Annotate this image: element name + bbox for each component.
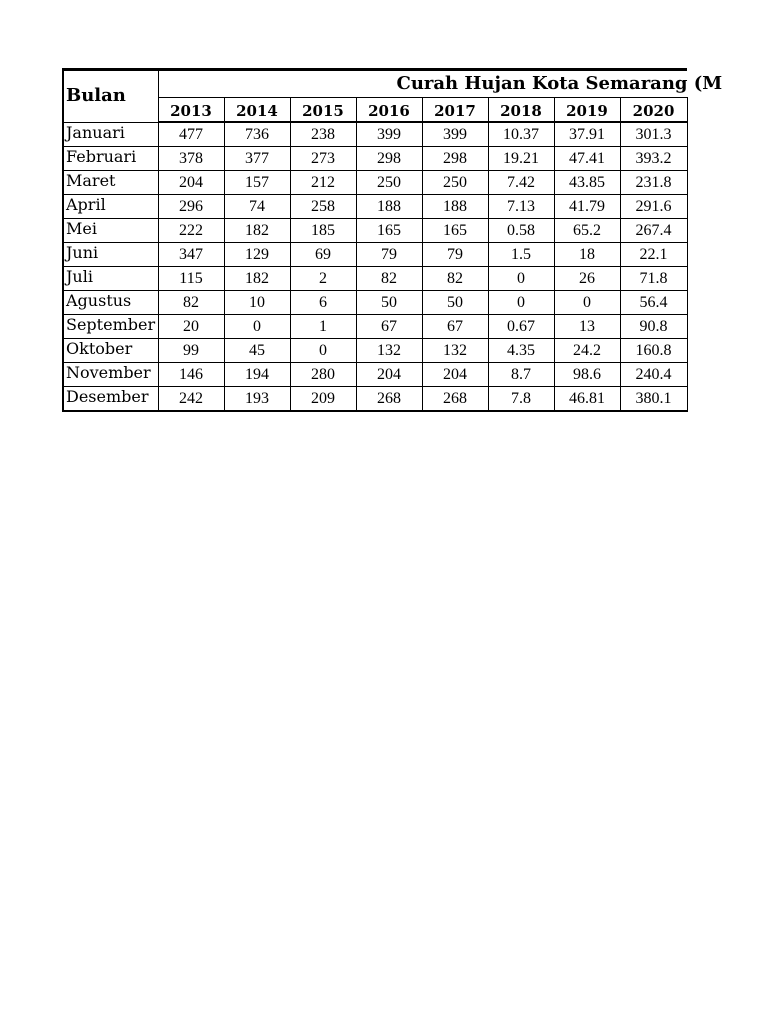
rainfall-cell: 477 bbox=[158, 122, 224, 147]
year-header-2019: 2019 bbox=[554, 98, 620, 123]
month-label: Desember bbox=[63, 387, 158, 412]
rainfall-cell: 82 bbox=[356, 267, 422, 291]
rainfall-cell: 115 bbox=[158, 267, 224, 291]
rainfall-cell: 6 bbox=[290, 291, 356, 315]
rainfall-cell: 98.6 bbox=[554, 363, 620, 387]
rainfall-cell: 231.8 bbox=[620, 171, 687, 195]
rainfall-cell: 13 bbox=[554, 315, 620, 339]
rainfall-cell: 4.35 bbox=[488, 339, 554, 363]
table-body bbox=[63, 122, 687, 411]
rainfall-cell: 157 bbox=[224, 171, 290, 195]
rainfall-cell: 18 bbox=[554, 243, 620, 267]
rainfall-table-container bbox=[62, 68, 723, 412]
month-label: November bbox=[63, 363, 158, 387]
month-label: April bbox=[63, 195, 158, 219]
rainfall-cell: 182 bbox=[224, 219, 290, 243]
rainfall-cell: 301.3 bbox=[620, 122, 687, 147]
rainfall-cell: 67 bbox=[356, 315, 422, 339]
rainfall-cell: 90.8 bbox=[620, 315, 687, 339]
rainfall-cell: 99 bbox=[158, 339, 224, 363]
table-row bbox=[63, 315, 687, 339]
table-title-row bbox=[63, 70, 687, 98]
rainfall-cell: 222 bbox=[158, 219, 224, 243]
table-row bbox=[63, 267, 687, 291]
month-label: Juni bbox=[63, 243, 158, 267]
table-row bbox=[63, 147, 687, 171]
rainfall-cell: 182 bbox=[224, 267, 290, 291]
rainfall-cell: 268 bbox=[422, 387, 488, 412]
year-header-2014: 2014 bbox=[224, 98, 290, 123]
rainfall-cell: 79 bbox=[422, 243, 488, 267]
rainfall-cell: 242 bbox=[158, 387, 224, 412]
rainfall-cell: 185 bbox=[290, 219, 356, 243]
rainfall-cell: 7.13 bbox=[488, 195, 554, 219]
rainfall-cell: 1.5 bbox=[488, 243, 554, 267]
month-label: September bbox=[63, 315, 158, 339]
rainfall-cell: 7.8 bbox=[488, 387, 554, 412]
rainfall-cell: 0 bbox=[554, 291, 620, 315]
rainfall-cell: 0.58 bbox=[488, 219, 554, 243]
table-row bbox=[63, 122, 687, 147]
rainfall-cell: 46.81 bbox=[554, 387, 620, 412]
table-row bbox=[63, 387, 687, 412]
rainfall-cell: 280 bbox=[290, 363, 356, 387]
rainfall-cell: 188 bbox=[422, 195, 488, 219]
table-row bbox=[63, 363, 687, 387]
rainfall-cell: 377 bbox=[224, 147, 290, 171]
rainfall-cell: 79 bbox=[356, 243, 422, 267]
rainfall-cell: 165 bbox=[356, 219, 422, 243]
rainfall-cell: 238 bbox=[290, 122, 356, 147]
rainfall-cell: 0 bbox=[224, 315, 290, 339]
month-label: Januari bbox=[63, 122, 158, 147]
table-row bbox=[63, 291, 687, 315]
rainfall-cell: 56.4 bbox=[620, 291, 687, 315]
rainfall-cell: 399 bbox=[422, 122, 488, 147]
rainfall-cell: 0.67 bbox=[488, 315, 554, 339]
rainfall-cell: 399 bbox=[356, 122, 422, 147]
rainfall-cell: 69 bbox=[290, 243, 356, 267]
rainfall-cell: 204 bbox=[356, 363, 422, 387]
year-header-2015: 2015 bbox=[290, 98, 356, 123]
rainfall-cell: 82 bbox=[422, 267, 488, 291]
year-header-2020: 2020 bbox=[620, 98, 687, 123]
rainfall-cell: 82 bbox=[158, 291, 224, 315]
month-column-header: Bulan bbox=[63, 70, 158, 123]
rainfall-cell: 7.42 bbox=[488, 171, 554, 195]
rainfall-cell: 129 bbox=[224, 243, 290, 267]
rainfall-cell: 41.79 bbox=[554, 195, 620, 219]
rainfall-cell: 240.4 bbox=[620, 363, 687, 387]
rainfall-cell: 19.21 bbox=[488, 147, 554, 171]
rainfall-cell: 43.85 bbox=[554, 171, 620, 195]
month-label: Mei bbox=[63, 219, 158, 243]
rainfall-cell: 193 bbox=[224, 387, 290, 412]
rainfall-cell: 393.2 bbox=[620, 147, 687, 171]
rainfall-cell: 132 bbox=[422, 339, 488, 363]
rainfall-cell: 22.1 bbox=[620, 243, 687, 267]
rainfall-cell: 212 bbox=[290, 171, 356, 195]
year-header-2013: 2013 bbox=[158, 98, 224, 123]
rainfall-cell: 50 bbox=[422, 291, 488, 315]
rainfall-cell: 132 bbox=[356, 339, 422, 363]
rainfall-cell: 188 bbox=[356, 195, 422, 219]
rainfall-cell: 258 bbox=[290, 195, 356, 219]
year-header-2016: 2016 bbox=[356, 98, 422, 123]
rainfall-cell: 267.4 bbox=[620, 219, 687, 243]
rainfall-cell: 26 bbox=[554, 267, 620, 291]
table-row bbox=[63, 171, 687, 195]
year-header-2017: 2017 bbox=[422, 98, 488, 123]
rainfall-cell: 165 bbox=[422, 219, 488, 243]
rainfall-cell: 268 bbox=[356, 387, 422, 412]
rainfall-cell: 8.7 bbox=[488, 363, 554, 387]
rainfall-cell: 298 bbox=[422, 147, 488, 171]
rainfall-cell: 296 bbox=[158, 195, 224, 219]
rainfall-table bbox=[62, 68, 723, 412]
rainfall-cell: 273 bbox=[290, 147, 356, 171]
rainfall-cell: 250 bbox=[356, 171, 422, 195]
table-row bbox=[63, 219, 687, 243]
table-row bbox=[63, 195, 687, 219]
rainfall-cell: 71.8 bbox=[620, 267, 687, 291]
rainfall-cell: 204 bbox=[158, 171, 224, 195]
rainfall-cell: 298 bbox=[356, 147, 422, 171]
rainfall-cell: 194 bbox=[224, 363, 290, 387]
table-row bbox=[63, 243, 687, 267]
rainfall-cell: 736 bbox=[224, 122, 290, 147]
rainfall-cell: 0 bbox=[488, 291, 554, 315]
rainfall-cell: 10.37 bbox=[488, 122, 554, 147]
rainfall-cell: 250 bbox=[422, 171, 488, 195]
rainfall-cell: 65.2 bbox=[554, 219, 620, 243]
rainfall-cell: 347 bbox=[158, 243, 224, 267]
rainfall-cell: 37.91 bbox=[554, 122, 620, 147]
rainfall-cell: 160.8 bbox=[620, 339, 687, 363]
rainfall-cell: 2 bbox=[290, 267, 356, 291]
rainfall-cell: 380.1 bbox=[620, 387, 687, 412]
rainfall-cell: 0 bbox=[290, 339, 356, 363]
rainfall-cell: 20 bbox=[158, 315, 224, 339]
rainfall-cell: 146 bbox=[158, 363, 224, 387]
month-label: Februari bbox=[63, 147, 158, 171]
month-label: Oktober bbox=[63, 339, 158, 363]
rainfall-cell: 0 bbox=[488, 267, 554, 291]
table-row bbox=[63, 339, 687, 363]
rainfall-cell: 1 bbox=[290, 315, 356, 339]
rainfall-cell: 209 bbox=[290, 387, 356, 412]
rainfall-cell: 10 bbox=[224, 291, 290, 315]
rainfall-cell: 47.41 bbox=[554, 147, 620, 171]
month-label: Juli bbox=[63, 267, 158, 291]
rainfall-cell: 50 bbox=[356, 291, 422, 315]
rainfall-cell: 74 bbox=[224, 195, 290, 219]
month-label: Maret bbox=[63, 171, 158, 195]
year-header-2018: 2018 bbox=[488, 98, 554, 123]
table-title: Curah Hujan Kota Semarang (M bbox=[158, 70, 687, 98]
rainfall-cell: 24.2 bbox=[554, 339, 620, 363]
month-label: Agustus bbox=[63, 291, 158, 315]
rainfall-cell: 45 bbox=[224, 339, 290, 363]
rainfall-cell: 378 bbox=[158, 147, 224, 171]
rainfall-cell: 204 bbox=[422, 363, 488, 387]
rainfall-cell: 67 bbox=[422, 315, 488, 339]
rainfall-cell: 291.6 bbox=[620, 195, 687, 219]
